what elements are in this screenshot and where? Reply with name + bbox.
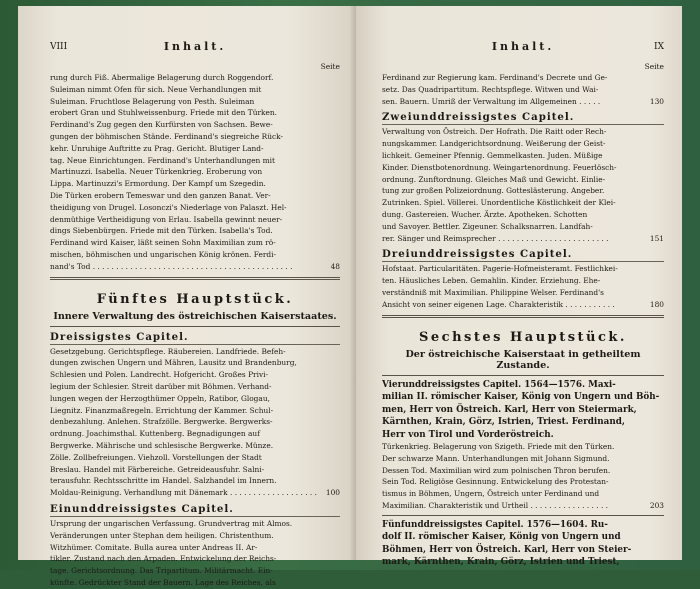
text-line-with-page: rer. Sänger und Reimsprecher . . . . . . . . . . . . . . . . . . . . . . . . 151 bbox=[382, 233, 664, 243]
text-line: verständniß mit Maximilian. Philippine Welser. Ferdinand's bbox=[382, 287, 604, 297]
text-line: nungskammer. Landgerichtsordnung. Weißerung der Geist- bbox=[382, 139, 606, 149]
text-line: Zutrinken. Spiel. Völlerei. Unordentliche Köstlichkeit der Klei- bbox=[382, 198, 616, 208]
chapter-entry bbox=[50, 518, 340, 589]
chapter-heading-line: Böhmen, Herr von Östreich. Karl, Herr von Steier- bbox=[382, 544, 632, 555]
right-page bbox=[356, 6, 682, 568]
chapter-heading: Zweiunddreissigstes Capitel. bbox=[382, 111, 664, 125]
text-line: denbezahlung. Anlehen. Strafzölle. Bergwerke. Bergwerks- bbox=[50, 417, 273, 427]
entry-last-text: sen. Bauern. Umriß der Verwaltung im Allgemeinen bbox=[382, 96, 577, 106]
entry-page-number: 48 bbox=[330, 261, 340, 271]
text-line: tung zur großen Polizeiordnung. Gotteslästerung. Angeber. bbox=[382, 186, 605, 196]
text-line-with-page: Moldau-Reinigung. Verhandlung mit Dänemark . . . . . . . . . . . . . . . . . . . 100 bbox=[50, 488, 340, 498]
left-running-head bbox=[50, 40, 340, 53]
chapter-heading: Dreiunddreissigstes Capitel. bbox=[382, 248, 664, 262]
text-line: mischen, böhmischen und ungarischen König krönen. Ferdi- bbox=[50, 249, 276, 259]
chapter-heading-line: mark, Kärnthen, Krain, Görz, Istrien und Triest, bbox=[382, 557, 620, 568]
entry-last-text: nand's Tod bbox=[50, 261, 91, 271]
chapter-heading-line: Fünfunddreissigstes Capitel. 1576—1604. Ru- bbox=[382, 519, 608, 530]
text-line: Witzhümer. Comitate. Bulla aurea unter Andreas II. Ar- bbox=[50, 542, 258, 552]
chapter-heading-line: milian II. römischer Kaiser, König von Ungern und Böh- bbox=[382, 392, 660, 403]
entry-page-number: 151 bbox=[649, 233, 664, 243]
text-line: Sein Tod. Religiöse Gesinnung. Entwickelung des Protestan- bbox=[382, 477, 609, 487]
left-page bbox=[18, 6, 356, 587]
text-line: tag. Neue Einrichtungen. Ferdinand's Unterhandlungen mit bbox=[50, 155, 276, 165]
right-running-head bbox=[382, 40, 664, 53]
right-intro-entry bbox=[382, 72, 664, 107]
text-line: Zölle. Zollbefreiungen. Viehzoll. Vorstellungen der Stadt bbox=[50, 452, 262, 462]
text-line: künfte. Gedrückter Stand der Bauern. Lage des Reiches, als bbox=[50, 577, 276, 587]
chapter-entry bbox=[382, 263, 664, 310]
text-line: tage. Gerichtsordnung. Das Tripartitum. Militärmacht. Ein- bbox=[50, 566, 273, 576]
text-line: ordnung. Zunftordnung. Gleiches Maß und Gewicht. Einlie- bbox=[382, 174, 606, 184]
chapter-heading-line: dolf II. römischer Kaiser, König von Ungern und bbox=[382, 532, 621, 543]
text-line: ten. Häusliches Leben. Gemahlin. Kinder. Erziehung. Ehe- bbox=[382, 276, 601, 286]
text-line: tismus in Böhmen, Ungern, Östreich unter Ferdinand und bbox=[382, 489, 600, 499]
text-line: Martinuzzi. Isabella. Neuer Türkenkrieg. Eroberung von bbox=[50, 167, 263, 177]
text-line: Ferdinand wird Kaiser, läßt seinen Sohn Maximilian zum rö- bbox=[50, 238, 276, 248]
divider bbox=[382, 375, 664, 376]
divider bbox=[382, 315, 664, 318]
chapter-heading-block bbox=[382, 519, 664, 569]
chapter-heading-line: Vierunddreissigstes Capitel. 1564—1576. Maxi- bbox=[382, 379, 616, 390]
right-page-number: IX bbox=[654, 42, 664, 52]
text-line: Liegnitz. Finanzmaßregeln. Errichtung der Kammer. Schul- bbox=[50, 405, 274, 415]
text-line: rung durch Fiß. Abermalige Belagerung durch Roggendorf. bbox=[50, 73, 274, 82]
text-line: dung. Gastereien. Wucher. Ärzte. Apotheken. Schotten bbox=[382, 209, 588, 219]
chapter-entry bbox=[50, 346, 340, 499]
entry-page-number: 130 bbox=[649, 96, 664, 106]
text-line: und Savoyer. Bettler. Zigeuner. Schalksnarren. Landfah- bbox=[382, 221, 593, 231]
text-line-with-page: Maximilian. Charakteristik und Urtheil . . . . . . . . . . . . . . . . . 203 bbox=[382, 501, 664, 511]
text-line: Ferdinand zur Regierung kam. Ferdinand's Decrete und Ge- bbox=[382, 73, 608, 82]
text-line: lichkeit. Gemeiner Pfennig. Gemmelkasten. Juden. Müßige bbox=[382, 150, 603, 160]
chapter-heading: Einunddreissigstes Capitel. bbox=[50, 503, 340, 517]
text-line: tikler. Zustand nach den Arpaden. Entwickelung der Reichs- bbox=[50, 554, 277, 564]
text-line: Suleiman. Fruchtlose Belagerung von Pesth. Suleiman bbox=[50, 96, 255, 106]
divider bbox=[382, 515, 664, 516]
text-line: Dessen Tod. Maximilian wird zum polnischen Thron berufen. bbox=[382, 465, 611, 475]
chapter-heading: Dreissigstes Capitel. bbox=[50, 331, 340, 345]
entry-last-text: Ansicht von seiner eigenen Lage. Charakteristik bbox=[382, 299, 564, 309]
text-line: legium der Schlesier. Streit darüber mit Böhmen. Verhand- bbox=[50, 381, 272, 391]
text-line: theidigung von Drugel. Losonczi's Niederlage von Palaszt. Hel- bbox=[50, 202, 287, 212]
chapter-heading-block bbox=[382, 379, 664, 442]
chapter-entry bbox=[382, 126, 664, 244]
text-line: setz. Das Quadripartitum. Rechtspflege. Witwen und Wai- bbox=[382, 84, 599, 94]
text-line: dungen zwischen Ungern und Mähren, Lausitz und Brandenburg, bbox=[50, 358, 297, 368]
section-heading: Fünftes Hauptstück. bbox=[96, 291, 294, 307]
text-line: Hofstaat. Particularitäten. Pagerie-Hofmeisteramt. Festlichkei- bbox=[382, 264, 618, 274]
text-line: Die Türken erobern Temeswar und den ganzen Banat. Ver- bbox=[50, 190, 271, 200]
text-line: Veränderungen unter Stephan dem heiligen. Christenthum. bbox=[50, 530, 274, 540]
text-line: Verwaltung von Östreich. Der Hofrath. Die Raitt oder Rech- bbox=[382, 127, 607, 137]
text-line: terausfuhr. Rechtsschritte im Handel. Salzhandel im Innern. bbox=[50, 476, 277, 486]
text-line: Ferdinand's Zug gegen den Kurfürsten von Sachsen. Bewe- bbox=[50, 120, 273, 130]
chapter-entry bbox=[382, 441, 664, 512]
text-line: Bergwerke. Mährische und schlesische Bergwerke. Münze. bbox=[50, 440, 274, 450]
left-seite-label: Seite bbox=[320, 62, 340, 71]
left-page-number: VIII bbox=[50, 42, 68, 52]
text-line-with-page: Ansicht von seiner eigenen Lage. Charakteristik . . . . . . . . . . . 180 bbox=[382, 299, 664, 309]
text-line: kehr. Unruhige Auftritte zu Prag. Gericht. Blutiger Land- bbox=[50, 143, 264, 153]
section-subheading: Innere Verwaltung des östreichischen Kaiserstaates. bbox=[53, 310, 337, 322]
chapter-heading-line: men, Herr von Östreich. Karl, Herr von Steiermark, bbox=[382, 404, 637, 415]
left-running-title: Inhalt. bbox=[163, 40, 227, 53]
text-line-with-page: nand's Tod . . . . . . . . . . . . . . . . . . . . . . . . . . . . . . . . . . . . . . . . . . . 48 bbox=[50, 261, 340, 271]
entry-last-text: Moldau-Reinigung. Verhandlung mit Dänemark bbox=[50, 488, 228, 498]
text-line: Der schwarze Mann. Unterhandlungen mit Johann Sigmund. bbox=[382, 453, 610, 463]
chapter-heading-line: Kärnthen, Krain, Görz, Istrien, Triest. Ferdinand, bbox=[382, 417, 625, 428]
entry-page-number: 180 bbox=[649, 299, 664, 309]
text-line: dings Siebenbürgen. Friede mit den Türken. Isabella's Tod. bbox=[50, 226, 273, 236]
text-line: Schlesien und Polen. Landrecht. Hofgericht. Großes Privi- bbox=[50, 370, 268, 380]
entry-page-number: 100 bbox=[325, 488, 340, 498]
right-running-title: Inhalt. bbox=[491, 40, 555, 53]
text-line: lungen wegen der Herzogthümer Oppeln, Ratibor, Glogau, bbox=[50, 393, 270, 403]
text-line: Türkenkrieg. Belagerung von Szigeth. Friede mit den Türken. bbox=[382, 442, 615, 452]
chapter-heading-line: Herr von Tirol und Vorderöstreich. bbox=[382, 429, 554, 440]
entry-last-text: rer. Sänger und Reimsprecher bbox=[382, 233, 496, 243]
text-line: Ursprung der ungarischen Verfassung. Grundvertrag mit Almos. bbox=[50, 518, 293, 528]
divider bbox=[50, 326, 340, 327]
text-line-with-page: sen. Bauern. Umriß der Verwaltung im Allgemeinen . . . . . 130 bbox=[382, 96, 664, 106]
text-line: Lippa. Martinuzzi's Ermordung. Der Kampf um Szegedin. bbox=[50, 179, 266, 189]
text-line: gungen der böhmischen Stände. Ferdinand's siegreiche Rück- bbox=[50, 131, 283, 141]
right-seite-label: Seite bbox=[644, 62, 664, 71]
text-line: Suleiman nimmt Ofen für sich. Neue Verhandlungen mit bbox=[50, 84, 262, 94]
section-subheading: Der östreichische Kaiserstaat in getheiltem Zustande. bbox=[405, 348, 641, 371]
left-intro-entry bbox=[50, 72, 340, 273]
text-line: ordnung. Joachimsthal. Kuttenberg. Begnadigungen auf bbox=[50, 429, 260, 439]
entry-last-text: Maximilian. Charakteristik und Urtheil bbox=[382, 501, 529, 511]
section-heading: Sechstes Hauptstück. bbox=[419, 329, 627, 345]
divider bbox=[50, 277, 340, 280]
text-line: erobert Gran und Stuhlweissenburg. Friede mit den Türken. bbox=[50, 108, 277, 118]
text-line: Kinder. Dienstbotenordnung. Weingartenordnung. Feuerlösch- bbox=[382, 162, 617, 172]
entry-page-number: 203 bbox=[649, 501, 664, 511]
text-line: denmüthige Vertheidigung von Erlau. Isabella gewinnt neuer- bbox=[50, 214, 283, 224]
text-line: Breslau. Handel mit Färbereiche. Getreideausfuhr. Salni- bbox=[50, 464, 265, 474]
text-line: Gesetzgebung. Gerichtspflege. Räubereien. Landfriede. Befeh- bbox=[50, 346, 286, 356]
